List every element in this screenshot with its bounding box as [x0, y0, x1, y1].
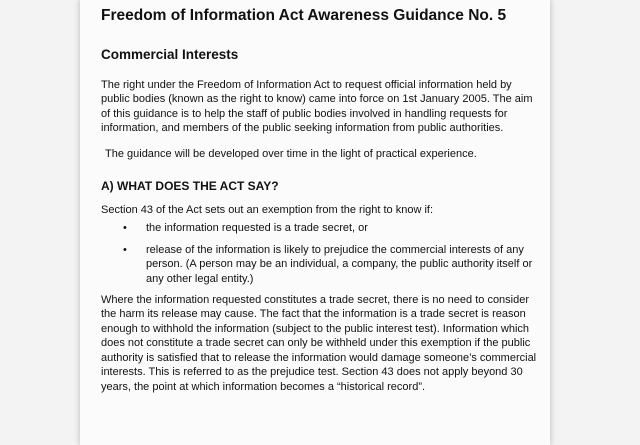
list-item-text: the information requested is a trade secret, or	[146, 222, 368, 235]
document-subtitle: Commercial Interests	[101, 47, 239, 62]
exemption-list	[101, 221, 541, 286]
trade-secret-paragraph: Where the information requested constitutes a trade secret, there is no need to consider the harm its release may cause. The fact that the information is a trade secret is reason enough to withhold the information (subject to the public interest test). Information which does not constitute a trade secret can only be withheld under this exemption if the public authority is satisfied that to release the information would damage someone’s commercial interests. This is referred to as the prejudice test. Section 43 does not apply beyond 30 years, the point at which information becomes a “historical record”.	[101, 294, 537, 393]
document-title: Freedom of Information Act Awareness Guidance No. 5	[101, 7, 507, 24]
document-content	[101, 6, 541, 394]
document-page	[80, 0, 550, 445]
list-item	[101, 243, 541, 286]
bullet-icon: •	[123, 243, 127, 256]
intro-paragraph: The right under the Freedom of Information Act to request official information held by public bodies (known as the right to know) came into force on 1st January 2005. The aim of this guidance is to help the staff of public bodies involved in handling requests for information, and members of the public seeking information from public authorities.	[101, 79, 533, 135]
section-43-intro: Section 43 of the Act sets out an exemption from the right to know if:	[101, 204, 434, 217]
list-item	[101, 221, 541, 235]
development-paragraph: The guidance will be developed over time in the light of practical experience.	[105, 147, 477, 160]
bullet-icon: •	[123, 222, 127, 235]
section-a-heading: A) WHAT DOES THE ACT SAY?	[101, 179, 279, 194]
list-item-text: release of the information is likely to prejudice the commercial interests of any person. (A person may be an individual, a company, the public authority itself or any other legal entity.)	[146, 243, 533, 285]
